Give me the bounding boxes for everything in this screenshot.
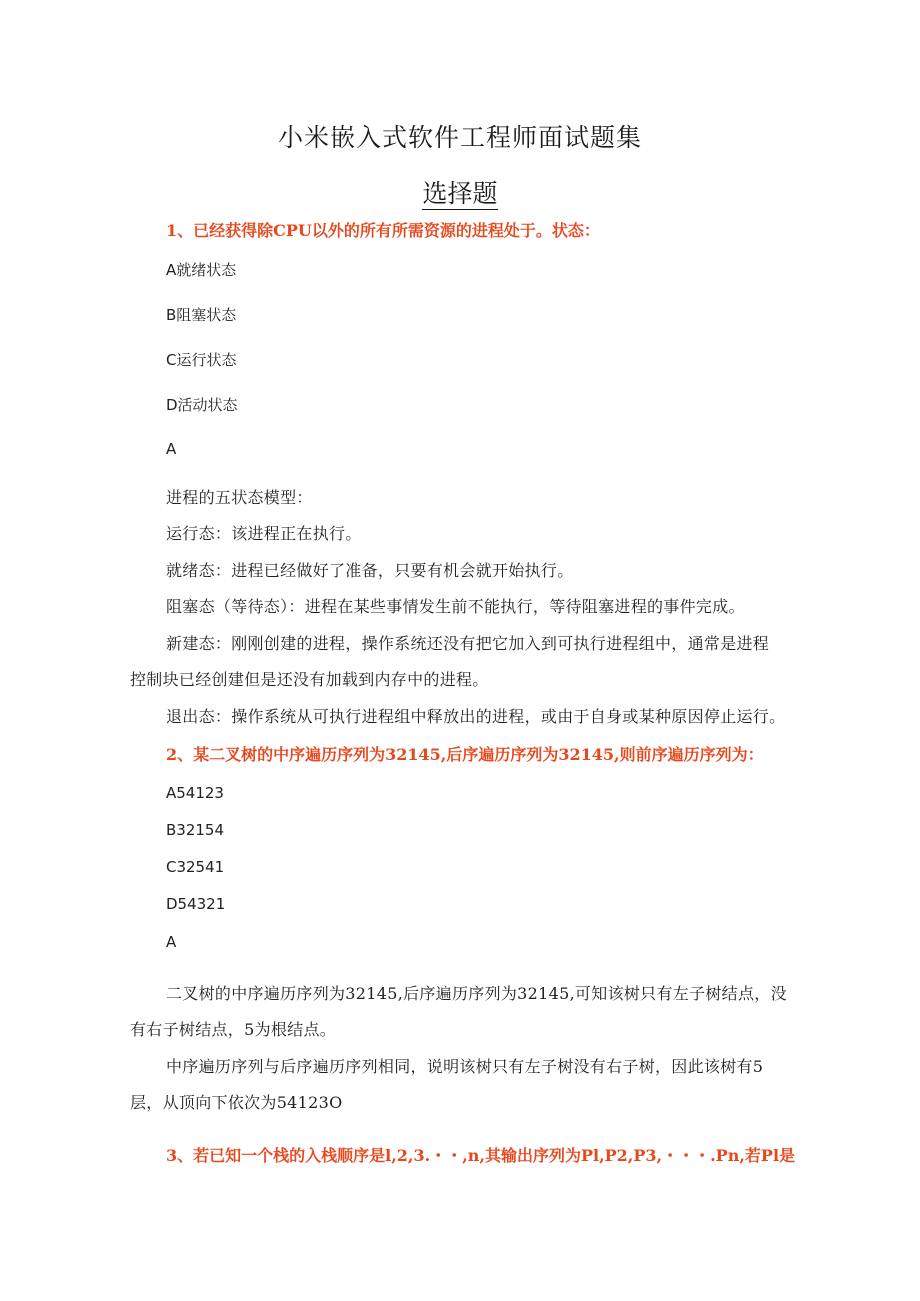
q2-option-b: B32154	[166, 821, 225, 839]
q1-option-d: D活动状态	[166, 396, 238, 414]
question-1: 1、已经获得除CPU以外的所有所需资源的进程处于。状态：	[166, 221, 600, 240]
q1-explanation-line: 就绪态：进程已经做好了准备，只要有机会就开始执行。	[166, 561, 574, 580]
q2-option-c: C32541	[166, 858, 225, 876]
question-3: 3、若已知一个栈的入栈顺序是l,2,3.・・,n,其输出序列为Pl,P2,P3,・・・.Pn,若Pl是	[166, 1146, 796, 1165]
q1-answer: A	[166, 440, 177, 458]
q2-explanation-line: 中序遍历序列与后序遍历序列相同，说明该树只有左子树没有右子树，因此该树有5	[166, 1057, 764, 1076]
question-2: 2、某二叉树的中序遍历序列为32145,后序遍历序列为32145,则前序遍历序列为：	[166, 745, 764, 764]
q2-option-a: A54123	[166, 784, 224, 802]
section-heading	[0, 174, 920, 210]
q1-option-b: B阻塞状态	[166, 306, 237, 324]
q1-option-a: A就绪状态	[166, 261, 237, 279]
q2-explanation-line: 二叉树的中序遍历序列为32145,后序遍历序列为32145,可知该树只有左子树结点，没	[166, 984, 787, 1003]
q1-explanation-line: 阻塞态（等待态）：进程在某些事情发生前不能执行，等待阻塞进程的事件完成。	[166, 597, 745, 616]
q2-option-d: D54321	[166, 895, 226, 913]
q1-explanation-line: 运行态：该进程正在执行。	[166, 524, 362, 543]
q1-explanation-line: 退出态：操作系统从可执行进程组中释放出的进程，或由于自身或某种原因停止运行。	[166, 707, 786, 726]
q1-option-c: C运行状态	[166, 351, 237, 369]
q1-explanation-line: 控制块已经创建但是还没有加载到内存中的进程。	[130, 670, 489, 689]
q2-explanation-line: 层，从顶向下依次为54123O	[130, 1093, 343, 1112]
q2-explanation-line: 有右子树结点，5为根结点。	[130, 1020, 337, 1039]
section-heading-text: 选择题	[422, 179, 498, 208]
document-title: 小米嵌入式软件工程师面试题集	[277, 123, 642, 152]
q1-explanation-line: 进程的五状态模型：	[166, 488, 313, 507]
q1-explanation-line: 新建态：刚刚创建的进程，操作系统还没有把它加入到可执行进程组中，通常是进程	[166, 634, 770, 653]
q2-answer: A	[166, 933, 177, 951]
